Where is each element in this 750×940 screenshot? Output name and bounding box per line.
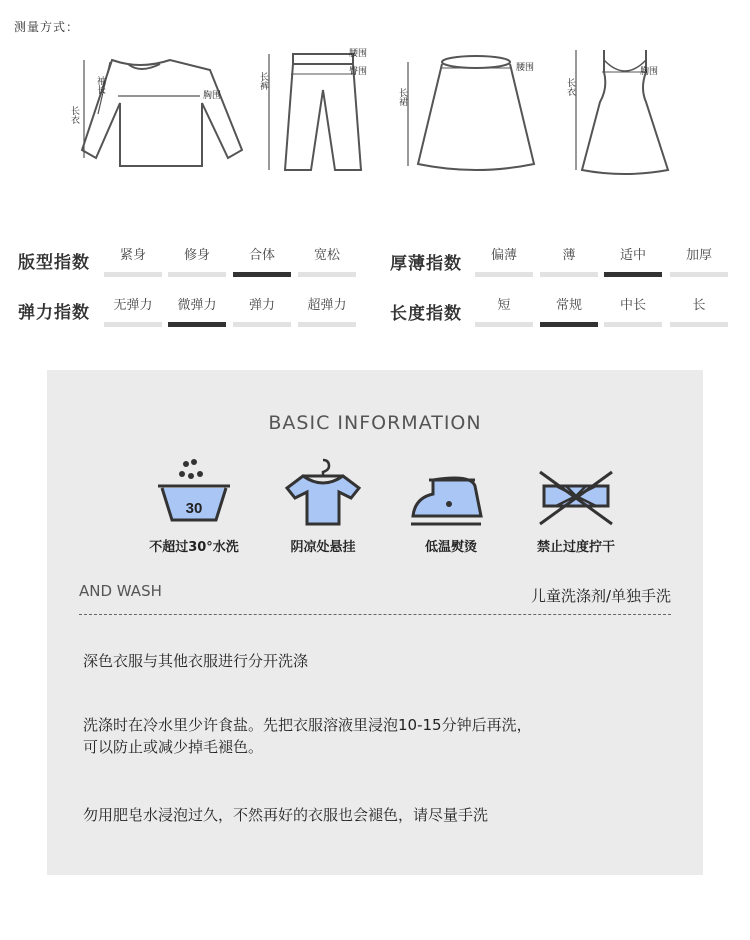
wash-method: 儿童洗涤剂/单独手洗 xyxy=(530,587,671,605)
low-iron-icon xyxy=(391,458,511,528)
pants-diagram xyxy=(255,42,385,182)
basic-info-panel xyxy=(47,370,703,875)
length-option-midlong: 中长 xyxy=(604,296,662,327)
dress-length-label: 长衣 xyxy=(565,78,575,96)
wash-basin-icon xyxy=(134,458,254,528)
skirt-length-label: 长裙 xyxy=(397,88,407,106)
elasticity-option-none: 无弹力 xyxy=(104,296,162,327)
fit-option-tight: 紧身 xyxy=(104,246,162,277)
skirt-diagram xyxy=(390,42,550,182)
sweater-length-label: 长衣 xyxy=(69,106,79,124)
length-option-regular: 常规 xyxy=(540,296,598,327)
care-hang xyxy=(263,458,383,555)
pants-length-label: 长裤 xyxy=(258,72,268,90)
length-option-long: 长 xyxy=(670,296,728,327)
thickness-option-thin: 偏薄 xyxy=(475,246,533,277)
care-note-3: 可以防止或减少掉毛褪色。 xyxy=(83,738,264,756)
dress-diagram xyxy=(560,42,690,182)
elasticity-option-super: 超弹力 xyxy=(298,296,356,327)
sweater-diagram xyxy=(60,48,250,178)
sweater-sleeve-label: 袖长 xyxy=(95,76,105,94)
fit-option-regular: 合体 xyxy=(233,246,291,277)
fit-index-title: 版型指数 xyxy=(18,253,90,273)
length-index-title: 长度指数 xyxy=(390,304,462,324)
measure-title: 测量方式： xyxy=(14,20,80,34)
care-hang-label: 阴凉处悬挂 xyxy=(290,540,356,555)
care-iron-label: 低温熨烫 xyxy=(424,540,477,555)
dress-icon xyxy=(560,42,690,182)
pants-icon xyxy=(255,42,385,182)
care-wash-label: 不超过30°水洗 xyxy=(149,540,239,555)
pants-waist-label: 腰围 xyxy=(349,49,368,59)
care-note-4: 勿用肥皂水浸泡过久，不然再好的衣服也会褪色，请尽量手洗 xyxy=(83,806,489,824)
and-wash-label: AND WASH xyxy=(79,582,162,600)
thickness-option-light: 薄 xyxy=(540,246,598,277)
pants-hip-label: 臀围 xyxy=(349,67,368,77)
elasticity-option-elastic: 弹力 xyxy=(233,296,291,327)
care-wring-label: 禁止过度拧干 xyxy=(536,540,615,555)
sweater-chest-label: 胸围 xyxy=(203,91,222,101)
thickness-option-medium: 适中 xyxy=(604,246,662,277)
dress-chest-label: 胸围 xyxy=(640,67,659,77)
elasticity-index-title: 弹力指数 xyxy=(18,303,90,323)
skirt-waist-label: 腰围 xyxy=(516,63,535,73)
sweater-icon xyxy=(60,48,250,178)
svg-text:30: 30 xyxy=(185,500,203,517)
care-wring xyxy=(516,458,636,555)
care-note-1: 深色衣服与其他衣服进行分开洗涤 xyxy=(83,652,309,670)
elasticity-option-slight: 微弹力 xyxy=(168,296,226,327)
dashed-divider xyxy=(79,614,671,615)
fit-option-loose: 宽松 xyxy=(298,246,356,277)
basic-info-title: BASIC INFORMATION xyxy=(268,412,482,434)
thickness-option-thick: 加厚 xyxy=(670,246,728,277)
care-note-2: 洗涤时在冷水里少许食盐。先把衣服溶液里浸泡10-15分钟后再洗， xyxy=(83,716,532,734)
thickness-index-title: 厚薄指数 xyxy=(390,254,462,274)
fit-option-slim: 修身 xyxy=(168,246,226,277)
hang-dry-icon xyxy=(263,458,383,528)
length-option-short: 短 xyxy=(475,296,533,327)
care-wash xyxy=(134,458,254,555)
no-wring-icon xyxy=(516,458,636,528)
care-iron xyxy=(391,458,511,555)
